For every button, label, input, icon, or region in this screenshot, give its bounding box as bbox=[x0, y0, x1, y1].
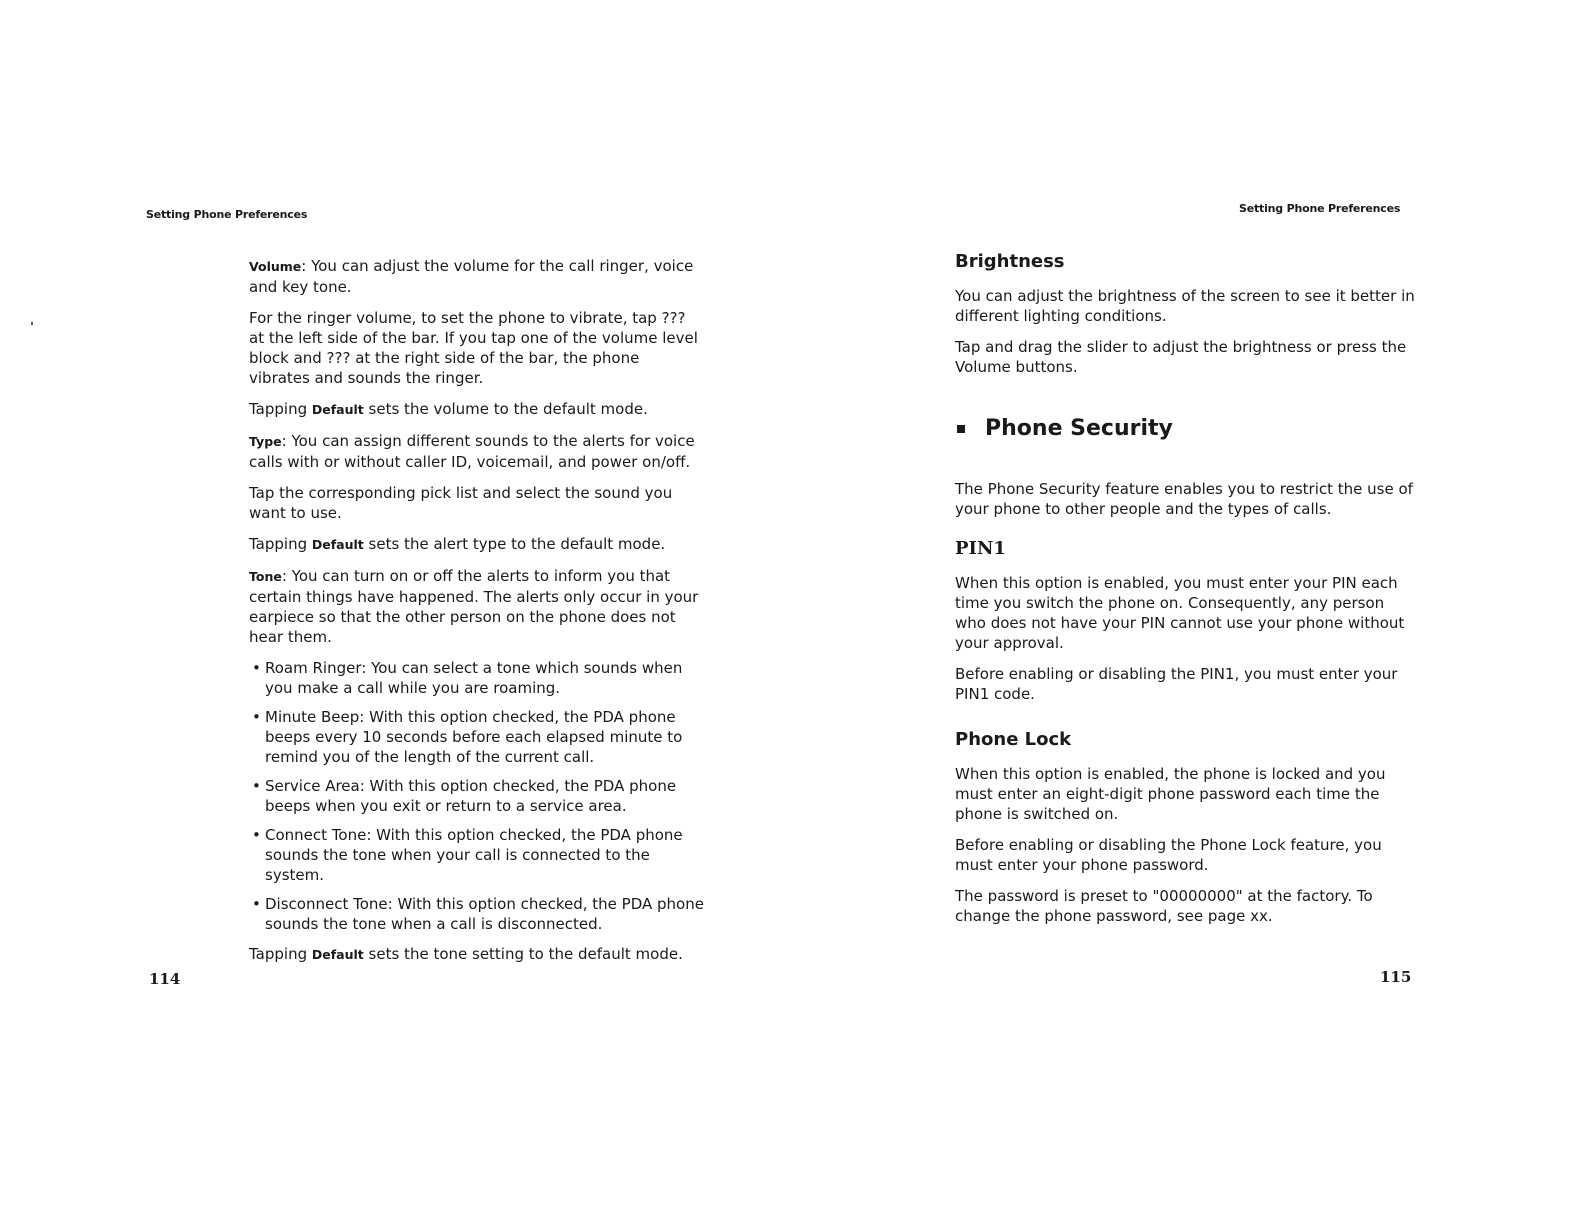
phone-security-title: Phone Security bbox=[985, 416, 1173, 441]
picklist-paragraph: Tap the corresponding pick list and select the sound you want to use. bbox=[249, 484, 673, 522]
right-running-head: Setting Phone Preferences bbox=[1239, 202, 1401, 215]
brightness-paragraph-1: You can adjust the brightness of the screen to see it better in different lighting conditions. bbox=[955, 287, 1415, 325]
ringer-paragraph: For the ringer volume, to set the phone to vibrate, tap ??? at the left side of the bar. If you tap one of the volume level block and ??? at the right side of the bar, the phone vibrates and sounds the ringer. bbox=[249, 309, 698, 387]
list-item bbox=[249, 825, 704, 885]
tone-paragraph bbox=[249, 566, 704, 647]
list-item-text: Minute Beep: With this option checked, the PDA phone beeps every 10 seconds before each elapsed minute to remind you of the length of the current call. bbox=[265, 708, 683, 766]
brightness-heading: Brightness bbox=[955, 251, 1065, 272]
list-item bbox=[249, 894, 704, 934]
text: sets the tone setting to the default mode. bbox=[363, 945, 683, 963]
bullet-icon: • bbox=[252, 895, 261, 913]
right-page-body bbox=[955, 252, 1415, 937]
list-item-text: Disconnect Tone: With this option checked, the PDA phone sounds the tone when a call is disconnected. bbox=[265, 895, 704, 933]
pin1-heading: PIN1 bbox=[955, 538, 1006, 559]
volume-default-paragraph bbox=[249, 399, 704, 420]
default-keyword: Default bbox=[311, 537, 364, 552]
text: Tapping bbox=[249, 535, 312, 553]
security-intro: The Phone Security feature enables you to restrict the use of your phone to other people and the types of calls. bbox=[955, 480, 1413, 518]
pin1-paragraph-1: When this option is enabled, you must enter your PIN each time you switch the phone on. Consequently, any person who does not have your PIN cannot use your phone without your approval. bbox=[955, 574, 1405, 652]
list-item bbox=[249, 707, 704, 767]
type-paragraph bbox=[249, 431, 704, 472]
volume-label: Volume bbox=[249, 259, 302, 274]
phone-lock-heading: Phone Lock bbox=[955, 729, 1072, 750]
bullet-icon: • bbox=[252, 826, 261, 844]
bullet-icon: • bbox=[252, 708, 261, 726]
default-keyword: Default bbox=[311, 402, 364, 417]
lock-paragraph-1: When this option is enabled, the phone is locked and you must enter an eight-digit phone password each time the phone is switched on. bbox=[955, 765, 1386, 823]
text: sets the alert type to the default mode. bbox=[363, 535, 666, 553]
type-default-paragraph bbox=[249, 534, 704, 555]
text: sets the volume to the default mode. bbox=[363, 400, 648, 418]
volume-paragraph bbox=[249, 256, 704, 297]
default-keyword: Default bbox=[311, 947, 364, 962]
tone-bullet-list bbox=[249, 658, 704, 934]
text: Tapping bbox=[249, 945, 312, 963]
text: Tapping bbox=[249, 400, 312, 418]
lock-paragraph-3: The password is preset to "00000000" at the factory. To change the phone password, see page xx. bbox=[955, 887, 1373, 925]
list-item-text: Roam Ringer: You can select a tone which sounds when you make a call while you are roaming. bbox=[265, 659, 683, 697]
left-page-body bbox=[249, 256, 704, 976]
tone-label: Tone bbox=[249, 569, 282, 584]
lock-paragraph-2: Before enabling or disabling the Phone Lock feature, you must enter your phone password. bbox=[955, 836, 1382, 874]
type-label: Type bbox=[249, 434, 282, 449]
left-running-head: Setting Phone Preferences bbox=[146, 208, 308, 221]
brightness-paragraph-2: Tap and drag the slider to adjust the brightness or press the Volume buttons. bbox=[955, 338, 1407, 376]
volume-text: : You can adjust the volume for the call ringer, voice and key tone. bbox=[249, 257, 694, 296]
pin1-paragraph-2: Before enabling or disabling the PIN1, you must enter your PIN1 code. bbox=[955, 665, 1398, 703]
list-item bbox=[249, 658, 704, 698]
tone-text: : You can turn on or off the alerts to inform you that certain things have happened. The alerts only occur in your earpiece so that the other person on the phone does not hear them. bbox=[249, 567, 699, 646]
scan-mark bbox=[31, 322, 33, 325]
list-item-text: Connect Tone: With this option checked, the PDA phone sounds the tone when your call is connected to the system. bbox=[265, 826, 683, 884]
bullet-icon: • bbox=[252, 659, 261, 677]
list-item bbox=[249, 776, 704, 816]
type-text: : You can assign different sounds to the alerts for voice calls with or without caller ID, voicemail, and power on/off. bbox=[249, 432, 695, 471]
bullet-icon: • bbox=[252, 777, 261, 795]
list-item-text: Service Area: With this option checked, the PDA phone beeps when you exit or return to a service area. bbox=[265, 777, 677, 815]
tone-default-paragraph bbox=[249, 944, 704, 965]
phone-security-heading bbox=[955, 416, 1415, 441]
square-bullet-icon bbox=[957, 425, 965, 433]
right-page-number: 115 bbox=[1380, 968, 1412, 986]
left-page-number: 114 bbox=[149, 970, 181, 988]
